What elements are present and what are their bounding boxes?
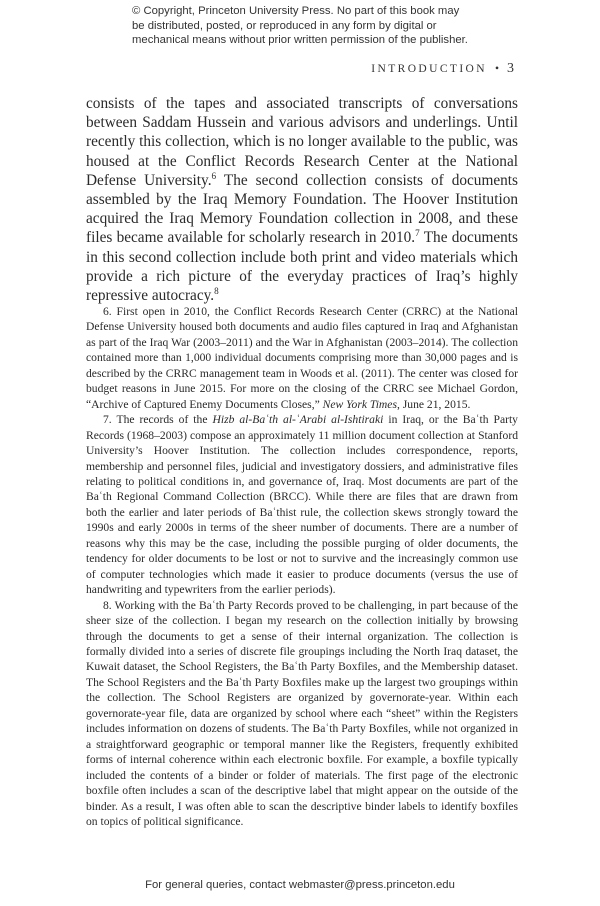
footnote-ref-7[interactable]: 7 <box>415 228 420 239</box>
footnote-text: Working with the Baʿth Party Records proved to be challenging, in part because of the sheer size of the collection. I began my research on the collection initially by browsing through the documents to get a sense of their internal organization. The collection is formally divided into a series of discrete file groupings including the North Iraq dataset, the Kuwait dataset, the School Registers, the Baʿth Party Boxfiles, and the Membership dataset. The School Registers and the Baʿth Party Boxfiles make up the largest two groupings within the collection. The School Registers are organized by governorate-year. Within each governorate-year file, data are organized by school where each “sheet” within the Registers includes information on dozens of students. The Baʿth Party Boxfiles, while not organized in a straightforward geographic or temporal manner like the Registers, frequently exhibited forms of internal coherence within each electronic boxfile. For example, a boxfile typically included the contents of a binder or folder of materials. The first page of the electronic boxfile often includes a scan of the descriptive label that might appear on the outside of the binder. As a result, I was often able to scan the descriptive binder labels to identify boxfiles on topics of political significance. <box>86 598 518 828</box>
separator-bullet: • <box>494 63 499 75</box>
page-number: 3 <box>507 61 514 76</box>
footnote-number: 6. <box>103 305 112 318</box>
body-text-part1: consists of the tapes and associated transcripts of conversations between Saddam Hussein and various advisors and underlings. Until recently this collection, which is no longer available to the public, was housed at the Conflict Records Research Center at the National Defense University. <box>86 95 518 189</box>
footnote-6 <box>86 304 518 412</box>
body-text-part2: The second collection consists of documents assembled by the Iraq Memory Foundation. The Hoover Institution acquired the Iraq Memory Foundation collection in 2008, and these files became available for scholarly research in 2010. <box>86 171 518 247</box>
footnote-ref-6[interactable]: 6 <box>211 170 217 181</box>
section-title: INTRODUCTION <box>371 63 487 75</box>
footnote-8 <box>86 598 518 830</box>
footnote-text: The records of the <box>116 413 213 427</box>
copyright-notice: © Copyright, Princeton University Press. No part of this book may be distributed, posted, or reproduced in any form by digital or mechanical means without prior written permission of the publisher. <box>132 5 468 47</box>
footnotes-section <box>86 304 518 829</box>
running-head <box>371 61 514 77</box>
footnote-text-end: in Iraq, or the Baʿth Party Records (1968–2003) compose an approximately 11 million document collection at Stanford University’s Hoover Institution. The collection includes correspondence, reports, membership and personnel files, judicial and investigatory dossiers, and administrative files relating to political conditions in, and governance of, Iraq. Most documents are part of the Baʿth Regional Command Collection (BRCC). While there are files that are drawn from both the earlier and later periods of Baʿthist rule, the collection skews strongly toward the 1990s and early 2000s in terms of the sheer number of documents. There are a number of reasons why this may be the case, including the possible purging of older documents, the tendency for older documents to be lost or not to survive and the increasingly common use of computer technologies which made it easier to produce documents (versus the use of handwriting and typewriters from the earlier periods). <box>86 413 518 597</box>
footnote-text-end: , June 21, 2015. <box>396 397 471 411</box>
footnote-text: First open in 2010, the Conflict Records Research Center (CRRC) at the National Defense University housed both documents and audio files captured in Iraq and Afghanistan as part of the Iraq War (2003–2011) and the War in Afghanistan (2003–2014). The collection contained more than 1,000 individual documents comprising more than 30,000 pages and is described by the CRRC management team in Woods et al. (2011). The center was closed for budget reasons in June 2015. For more on the closing of the CRRC see Michael Gordon, “Archive of Captured Enemy Documents Closes,” <box>86 305 518 411</box>
footnote-7 <box>86 412 518 597</box>
body-text-part3: The documents in this second collection include both print and video materials which provide a rich picture of the everyday practices of Iraq’s highly repressive autocracy. <box>86 229 519 305</box>
footnote-italic-term: Hizb al-Baʿth al-ʿArabi al-Ishtiraki <box>212 413 384 427</box>
footnote-number: 8. <box>103 598 112 612</box>
footnote-number: 7. <box>103 413 112 427</box>
body-paragraph <box>86 94 518 305</box>
footer-contact: For general queries, contact webmaster@press.princeton.edu <box>145 879 455 891</box>
footnote-ref-8[interactable]: 8 <box>214 285 219 296</box>
footnote-italic-title: New York Times <box>322 397 397 411</box>
